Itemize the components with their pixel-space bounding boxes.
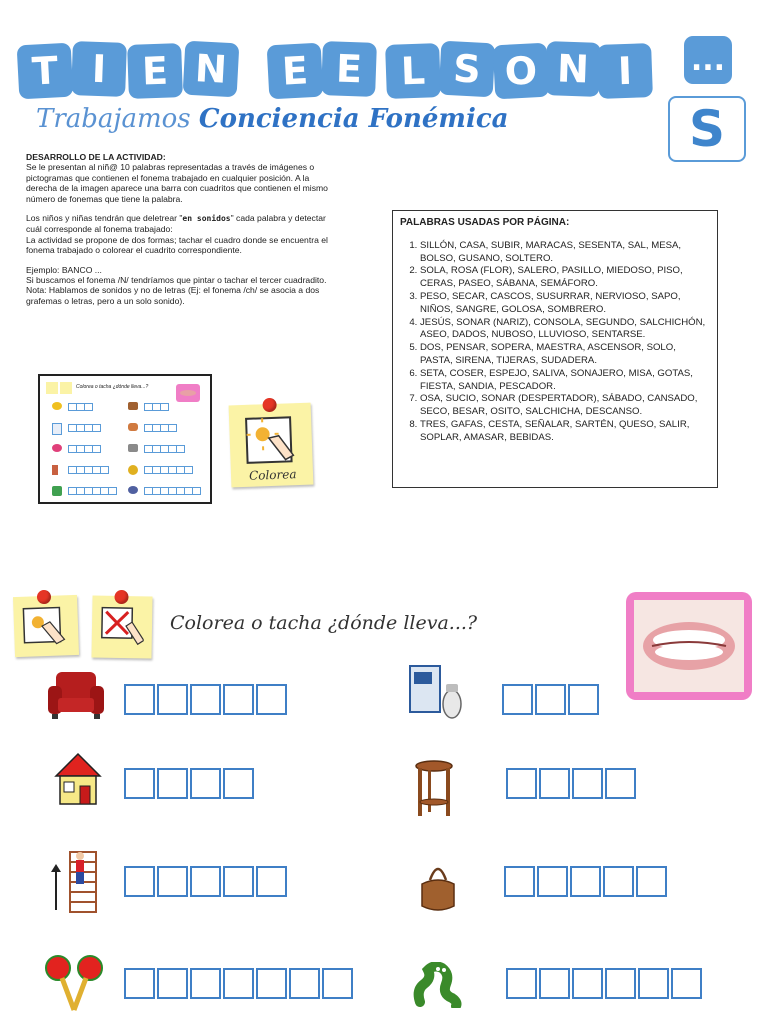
armchair-icon [48, 670, 104, 720]
words-list-item: 6. SETA, COSER, ESPEJO, SALIVA, SONAJERO, MISA, GOTAS, FIESTA, SANDIA, PESCADOR. [420, 368, 710, 394]
instructions-heading: DESARROLLO DE LA ACTIVIDAD: [26, 152, 166, 162]
words-list-item: 1. SILLÓN, CASA, SUBIR, MARACAS, SESENTA, SAL, MESA, BOLSO, GUSANO, SOLTERO. [420, 240, 710, 266]
preview-icon [52, 423, 62, 435]
pin-icon [262, 398, 276, 412]
handbag-icon [418, 858, 458, 914]
phoneme-box[interactable] [605, 768, 636, 799]
subtitle [36, 104, 509, 134]
phoneme-box[interactable] [568, 684, 599, 715]
phoneme-boxes [124, 768, 256, 799]
phoneme-boxes [124, 684, 289, 715]
preview-mouth-icon [176, 384, 200, 402]
note-text: Nota: Hablamos de sonidos y no de letras (Ej: el fonema /ch/ se asocia a dos grafemas o letras, pero a un solo sonido). [26, 285, 320, 306]
phoneme-box[interactable] [535, 684, 566, 715]
phoneme-box[interactable] [539, 768, 570, 799]
title-letter: I [71, 41, 127, 97]
phoneme-box[interactable] [539, 968, 570, 999]
preview-note-icon [46, 382, 58, 394]
instructions-text: " cada palabra y detectar cuál corresponde al fonema trabajado: [26, 213, 326, 235]
phoneme-boxes [504, 866, 669, 897]
phoneme-box[interactable] [223, 684, 254, 715]
phoneme-boxes [506, 768, 638, 799]
preview-icon [52, 444, 62, 452]
preview-icon [128, 402, 138, 410]
climbing-stairs-icon [48, 850, 102, 914]
title-letter: S [439, 41, 496, 98]
preview-icon [52, 465, 58, 475]
phoneme-box[interactable] [502, 684, 533, 715]
salt-shaker-icon [408, 664, 464, 722]
mouth-s-sound-icon [634, 600, 744, 692]
color-sticky-note [13, 595, 79, 657]
phoneme-box[interactable] [603, 866, 634, 897]
phoneme-box[interactable] [506, 768, 537, 799]
title-letter: E [321, 41, 377, 97]
words-list-item: 5. DOS, PENSAR, SOPERA, MAESTRA, ASCENSOR, SOLO, PASTA, SIRENA, TIJERAS, SUDADERA. [420, 342, 710, 368]
subtitle-light: Trabajamos [36, 104, 191, 134]
phoneme-box[interactable] [124, 684, 155, 715]
phoneme-box[interactable] [124, 968, 155, 999]
title-letter: L [385, 43, 441, 99]
phoneme-box[interactable] [256, 684, 287, 715]
target-letter-box: S [668, 96, 746, 162]
phoneme-box[interactable] [322, 968, 353, 999]
phoneme-box[interactable] [506, 968, 537, 999]
phoneme-box[interactable] [636, 866, 667, 897]
preview-icon [128, 444, 138, 452]
phoneme-box[interactable] [157, 684, 188, 715]
title-letter: E [267, 43, 324, 100]
phoneme-box[interactable] [572, 768, 603, 799]
pin-icon [37, 590, 51, 604]
title-ellipsis: ... [684, 36, 732, 84]
preview-icon [128, 423, 138, 431]
instructions-paragraph: Se le presentan al niñ@ 10 palabras representadas a través de imágenes o pictogramas que contienen el fonema trabajado en cualquier posición. A la derecha de la imagen aparece una barra con cuadritos que contienen el mismo número de fonemas que tiene la palabra. [26, 162, 328, 204]
preview-icon [52, 402, 62, 410]
title-letter: E [127, 43, 183, 99]
words-list-item: 4. JESÚS, SONAR (NARIZ), CONSOLA, SEGUNDO, SALCHICHÓN, ASEO, DADOS, NUBOSO, LLUVIOSO, SENTARSE. [420, 317, 710, 343]
subtitle-bold: Conciencia Fonémica [198, 104, 509, 134]
activity-instructions [26, 152, 338, 315]
activity-instruction: Colorea o tacha ¿dónde lleva...? [170, 612, 478, 634]
cross-out-icon [100, 606, 145, 647]
coloring-hand-icon [21, 605, 66, 647]
words-per-page-title: PALABRAS USADAS POR PÁGINA: [400, 217, 570, 228]
pin-icon [114, 590, 128, 604]
phoneme-box[interactable] [638, 968, 669, 999]
title-letter: I [597, 43, 653, 99]
phoneme-box[interactable] [223, 968, 254, 999]
phoneme-box[interactable] [256, 866, 287, 897]
title-letter: T [17, 43, 74, 100]
words-list-item: 8. TRES, GAFAS, CESTA, SEÑALAR, SARTÉN, QUESO, SALIR, SOPLAR, AMASAR, BEBIDAS. [420, 419, 710, 445]
phoneme-box[interactable] [256, 968, 287, 999]
coloring-hand-icon [244, 415, 298, 467]
words-per-page-box [392, 210, 718, 488]
phoneme-box[interactable] [190, 866, 221, 897]
preview-note-icon [60, 382, 72, 394]
cross-out-sticky-note [91, 595, 152, 658]
phoneme-box[interactable] [190, 968, 221, 999]
words-list-item: 7. OSA, SUCIO, SONAR (DESPERTADOR), SÁBADO, CANSADO, SECO, BESAR, OSITO, SALCHICHA, DESCANSO. [420, 393, 710, 419]
example-text: Si buscamos el fonema /N/ tendríamos que pintar o tachar el tercer cuadradito. [26, 275, 327, 286]
side-table-icon [414, 760, 454, 818]
phoneme-box[interactable] [289, 968, 320, 999]
preview-icon [128, 465, 138, 475]
preview-caption: Colorea o tacha ¿dónde lleva...? [76, 384, 149, 390]
phoneme-box[interactable] [223, 866, 254, 897]
phoneme-box[interactable] [157, 866, 188, 897]
words-list-item: 2. SOLA, ROSA (FLOR), SALERO, PASILLO, MIEDOSO, PISO, CERAS, PASEO, SÁBANA, SEMÁFORO. [420, 265, 710, 291]
phoneme-box[interactable] [572, 968, 603, 999]
phoneme-boxes [502, 684, 601, 715]
words-list [400, 240, 710, 445]
preview-icon [128, 486, 138, 494]
title-letter: N [183, 41, 240, 98]
phoneme-box[interactable] [570, 866, 601, 897]
words-list-item: 3. PESO, SECAR, CASCOS, SUSURRAR, NERVIOSO, SAPO, NIÑOS, SANGRE, GOLOSA, SOMBRERO. [420, 291, 710, 317]
phoneme-box[interactable] [124, 866, 155, 897]
instructions-paragraph: La actividad se propone de dos formas; tachar el cuadro donde se encuentra el fonema trabajado o colorear el cuadrito correspondiente. [26, 234, 328, 256]
phoneme-box[interactable] [124, 768, 155, 799]
phoneme-boxes [506, 968, 704, 999]
maracas-icon [44, 954, 106, 1014]
phoneme-box[interactable] [223, 768, 254, 799]
title-letter: O [493, 43, 550, 100]
phoneme-box[interactable] [605, 968, 636, 999]
phoneme-boxes [124, 968, 355, 999]
phoneme-box[interactable] [537, 866, 568, 897]
instructions-paragraph [26, 213, 338, 235]
title-letter: N [545, 41, 601, 97]
instructions-text: Los niños y niñas tendrán que deletrear " [26, 213, 183, 224]
phoneme-box[interactable] [671, 968, 702, 999]
preview-icon [52, 486, 62, 496]
phoneme-boxes [124, 866, 289, 897]
phoneme-box[interactable] [190, 684, 221, 715]
phoneme-box[interactable] [504, 866, 535, 897]
example-label: Ejemplo: BANCO ... [26, 264, 102, 275]
worksheet-preview [38, 374, 212, 504]
instructions-mono-text: en sonidos [182, 214, 231, 224]
mouth-picture-frame [626, 592, 752, 700]
phoneme-box[interactable] [157, 768, 188, 799]
phoneme-box[interactable] [190, 768, 221, 799]
colorea-label: Colorea [248, 467, 297, 483]
worm-icon [412, 962, 464, 1008]
phoneme-box[interactable] [157, 968, 188, 999]
colorea-sticky-note [229, 403, 314, 488]
house-icon [54, 752, 102, 808]
